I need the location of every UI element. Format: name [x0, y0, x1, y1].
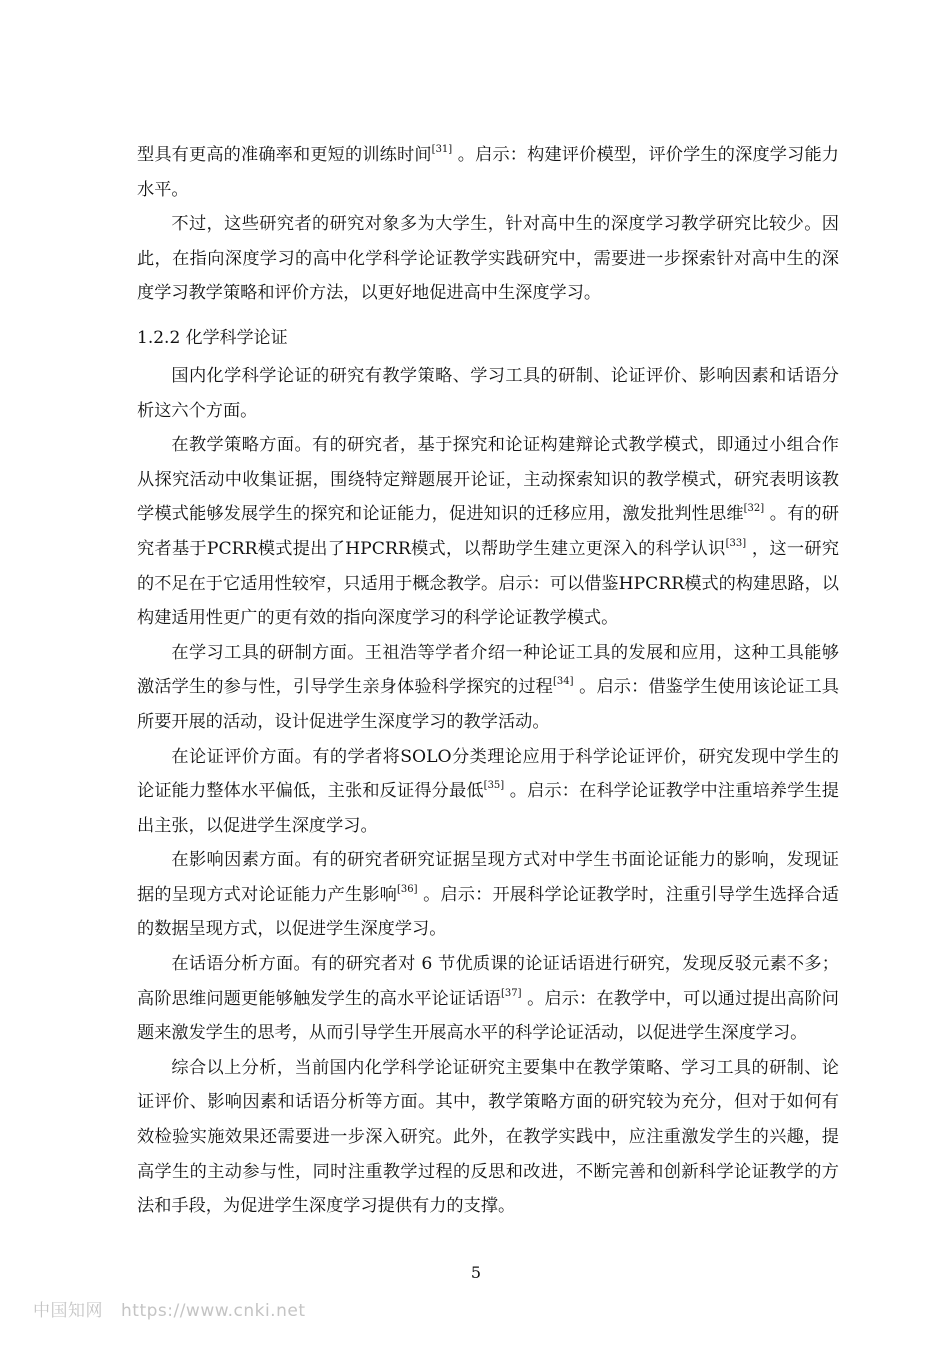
body-paragraph [137, 207, 839, 311]
citation-reference: [37] [501, 987, 522, 999]
text-run: 。启示：在教学中，可以通过提出高阶问题来激发学生的思考，从而引导学生开展高水平的科学论证活动，以促进学生深度学习。 [137, 988, 839, 1044]
text-run: 综合以上分析，当前国内化学科学论证研究主要集中在教学策略、学习工具的研制、论证评价、影响因素和话语分析等方面。其中，教学策略方面的研究较为充分，但对于如何有效检验实施效果还需要进一步深入研究。此外，在教学实践中，应注重激发学生的兴趣，提高学生的主动参与性，同时注重教学过程的反思和改进，不断完善和创新科学论证教学的方法和手段，为促进学生深度学习提供有力的支撑。 [137, 1057, 839, 1217]
citation-reference: [32] [743, 503, 765, 515]
text-run: 。启示：构建评价模型，评价学生的深度学习能力水平。 [137, 145, 839, 200]
body-paragraph [137, 428, 839, 636]
body-paragraph [137, 843, 839, 947]
citation-reference: [34] [553, 676, 574, 688]
body-paragraph [137, 1051, 839, 1224]
text-run: 。有的研究者基于PCRR模式提出了HPCRR模式，以帮助学生建立更深入的科学认识 [137, 504, 839, 559]
body-paragraph [137, 359, 839, 428]
body-paragraph [137, 138, 839, 207]
text-run: 。启示：借鉴学生使用该论证工具所要开展的活动，设计促进学生深度学习的教学活动。 [137, 677, 839, 732]
text-run: 型具有更高的准确率和更短的训练时间 [137, 145, 432, 165]
body-paragraph [137, 947, 839, 1051]
text-run: 。启示：在科学论证教学中注重培养学生提出主张，以促进学生深度学习。 [137, 781, 839, 836]
cnki-watermark [33, 1296, 305, 1321]
document-body [137, 138, 839, 1224]
text-run: 在影响因素方面。有的研究者研究证据呈现方式对中学生书面论证能力的影响，发现证据的呈现方式对论证能力产生影响 [137, 850, 839, 905]
text-run: 国内化学科学论证的研究有教学策略、学习工具的研制、论证评价、影响因素和话语分析这六个方面。 [137, 365, 839, 421]
text-run: 不过，这些研究者的研究对象多为大学生，针对高中生的深度学习教学研究比较少。因此，在指向深度学习的高中化学科学论证教学实践研究中，需要进一步探索针对高中生的深度学习教学策略和评价方法，以更好地促进高中生深度学习。 [137, 214, 839, 304]
citation-reference: [35] [483, 780, 505, 792]
citation-reference: [36] [397, 883, 418, 895]
text-run: 在论证评价方面。有的学者将SOLO分类理论应用于科学论证评价，研究发现中学生的论证能力整体水平偏低，主张和反证得分最低 [137, 746, 839, 802]
body-paragraph [137, 740, 839, 844]
watermark-brand: 中国知网 [33, 1301, 103, 1321]
text-run: 1.2.2 化学科学论证 [137, 327, 288, 348]
watermark-url: https://www.cnki.net [121, 1301, 306, 1321]
text-run: 在话语分析方面。有的研究者对 6 节优质课的论证话语进行研究，发现反驳元素不多；高阶思维问题更能够触发学生的高水平论证话语 [137, 954, 839, 1009]
text-run: 在教学策略方面。有的研究者，基于探究和论证构建辩论式教学模式，即通过小组合作从探究活动中收集证据，围绕特定辩题展开论证，主动探索知识的教学模式，研究表明该教学模式能够发展学生的探究和论证能力，促进知识的迁移应用，激发批判性思维 [137, 435, 839, 525]
text-run: ，这一研究的不足在于它适用性较窄，只适用于概念教学。启示：可以借鉴HPCRR模式的构建思路，以构建适用性更广的更有效的指向深度学习的科学论证教学模式。 [137, 538, 840, 629]
text-run: 在学习工具的研制方面。王祖浩等学者介绍一种论证工具的发展和应用，这种工具能够激活学生的参与性，引导学生亲身体验科学探究的过程 [137, 642, 839, 698]
text-run: 。启示：开展科学论证教学时，注重引导学生选择合适的数据呈现方式，以促进学生深度学习。 [137, 884, 839, 940]
citation-reference: [33] [725, 537, 747, 549]
page-number: 5 [470, 1263, 482, 1282]
section-heading [137, 325, 839, 351]
body-paragraph [137, 636, 839, 740]
citation-reference: [31] [431, 144, 453, 155]
